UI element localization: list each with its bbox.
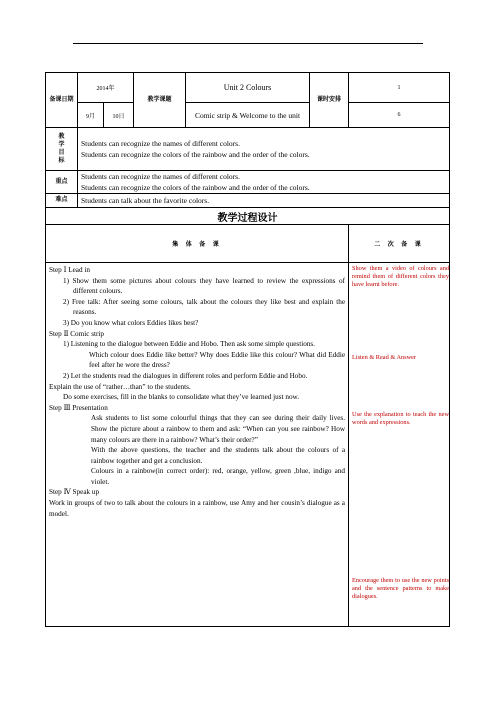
collective-prep-content <box>46 263 349 627</box>
objective-line: Students can recognize the names of different colors. <box>81 139 240 148</box>
difficulties-text: Students can talk about the favorite colors. <box>78 194 450 208</box>
difficulties-row <box>46 194 450 208</box>
topic-label: 教学课题 <box>134 73 186 128</box>
step-item: 3) Do you know what colors Eddies likes best? <box>63 318 199 327</box>
process-title-row <box>46 208 450 225</box>
step-item: 2) Let the students read the dialogues in different roles and perform Eddie and Hobo. <box>63 371 308 380</box>
hours-value-top: 1 <box>349 73 450 103</box>
note-speak-up: Encourage them to use the new points and the sentence patterns to make dialogues. <box>352 577 450 601</box>
key-point-line: Students can recognize the names of different colors. <box>81 172 240 181</box>
month-cell: 9月 <box>78 103 104 128</box>
second-prep-heading: 二 次 备 课 <box>349 225 450 263</box>
collective-prep-heading: 集 体 备 课 <box>46 225 349 263</box>
objectives-label: 教学目标 <box>46 128 78 171</box>
step-heading: Step Ⅲ Presentation <box>49 403 108 412</box>
step-item: With the above questions, the teacher and the students talk about the colours of a rainbow together and get a conclusion. <box>91 446 346 465</box>
key-points-text <box>78 171 450 194</box>
objectives-row <box>46 128 450 171</box>
process-body-row <box>46 263 450 627</box>
hours-value-bottom: 6 <box>349 103 450 128</box>
prep-date-label: 备课日期 <box>46 73 78 128</box>
step-item: 1) Show them some pictures about colours they have learned to review the expressions of different colours. <box>63 276 346 296</box>
difficulties-label: 难点 <box>46 194 78 208</box>
step-heading: Step Ⅳ Speak up <box>49 488 100 497</box>
process-title: 教学过程设计 <box>46 208 450 225</box>
step-item: Do some exercises, fill in the blanks to consolidate what they’ve learned just now. <box>63 393 300 402</box>
step-heading: Step Ⅰ Lead in <box>49 266 90 274</box>
note-lead-in: Show them a video of colours and remind them of different colors they have learnt before. <box>352 265 450 289</box>
objectives-text <box>78 128 450 171</box>
key-points-row <box>46 171 450 194</box>
year-cell: 2014年 <box>78 73 134 103</box>
step-heading: Step Ⅱ Comic strip <box>49 329 104 338</box>
step-item: Ask students to list some colourful things that they can see during their daily lives. Show the picture about a rainbow to them and ask: “When can you see rainbow? How many colours are there in a rainbow? What’s their order?” <box>91 414 346 444</box>
day-cell: 10日 <box>104 103 134 128</box>
lesson-plan-table <box>45 72 450 627</box>
header-row <box>46 73 450 103</box>
note-comic-strip: Listen & Read & Answer <box>352 354 417 361</box>
step-item: Explain the use of “rather…than” to the students. <box>49 382 191 391</box>
header-row-2 <box>46 103 450 128</box>
step-item: 2) Free talk: After seeing some colours, talk about the colours they like best and explain the reasons. <box>63 297 346 317</box>
step-item: Work in groups of two to talk about the colours in a rainbow, use Amy and her cousin’s dialogue as a model. <box>49 499 346 518</box>
process-columns-row <box>46 225 450 263</box>
key-point-line: Students can recognize the colors of the rainbow and the order of the colors. <box>81 183 310 192</box>
hours-label: 课时安排 <box>310 73 349 128</box>
key-points-label: 重点 <box>46 171 78 194</box>
step-item: Which colour does Eddie like better? Why does Eddie like this colour? What did Eddie feel after he wore the dress? <box>89 350 346 370</box>
lesson-title: Comic strip & Welcome to the unit <box>186 103 310 128</box>
step-item: Colours in a rainbow(in correct order): red, orange, yellow, green ,blue, indigo and violet. <box>91 467 346 486</box>
step-item: 1) Listening to the dialogue between Eddie and Hobo. Then ask some simple questions. <box>63 340 315 349</box>
header-rule <box>73 43 423 44</box>
unit-title: Unit 2 Colours <box>186 73 310 103</box>
second-prep-notes <box>349 263 450 627</box>
objective-line: Students can recognize the colors of the rainbow and the order of the colors. <box>81 150 310 159</box>
note-explanation: Use the explanation to teach the new words and expressions. <box>352 411 450 427</box>
